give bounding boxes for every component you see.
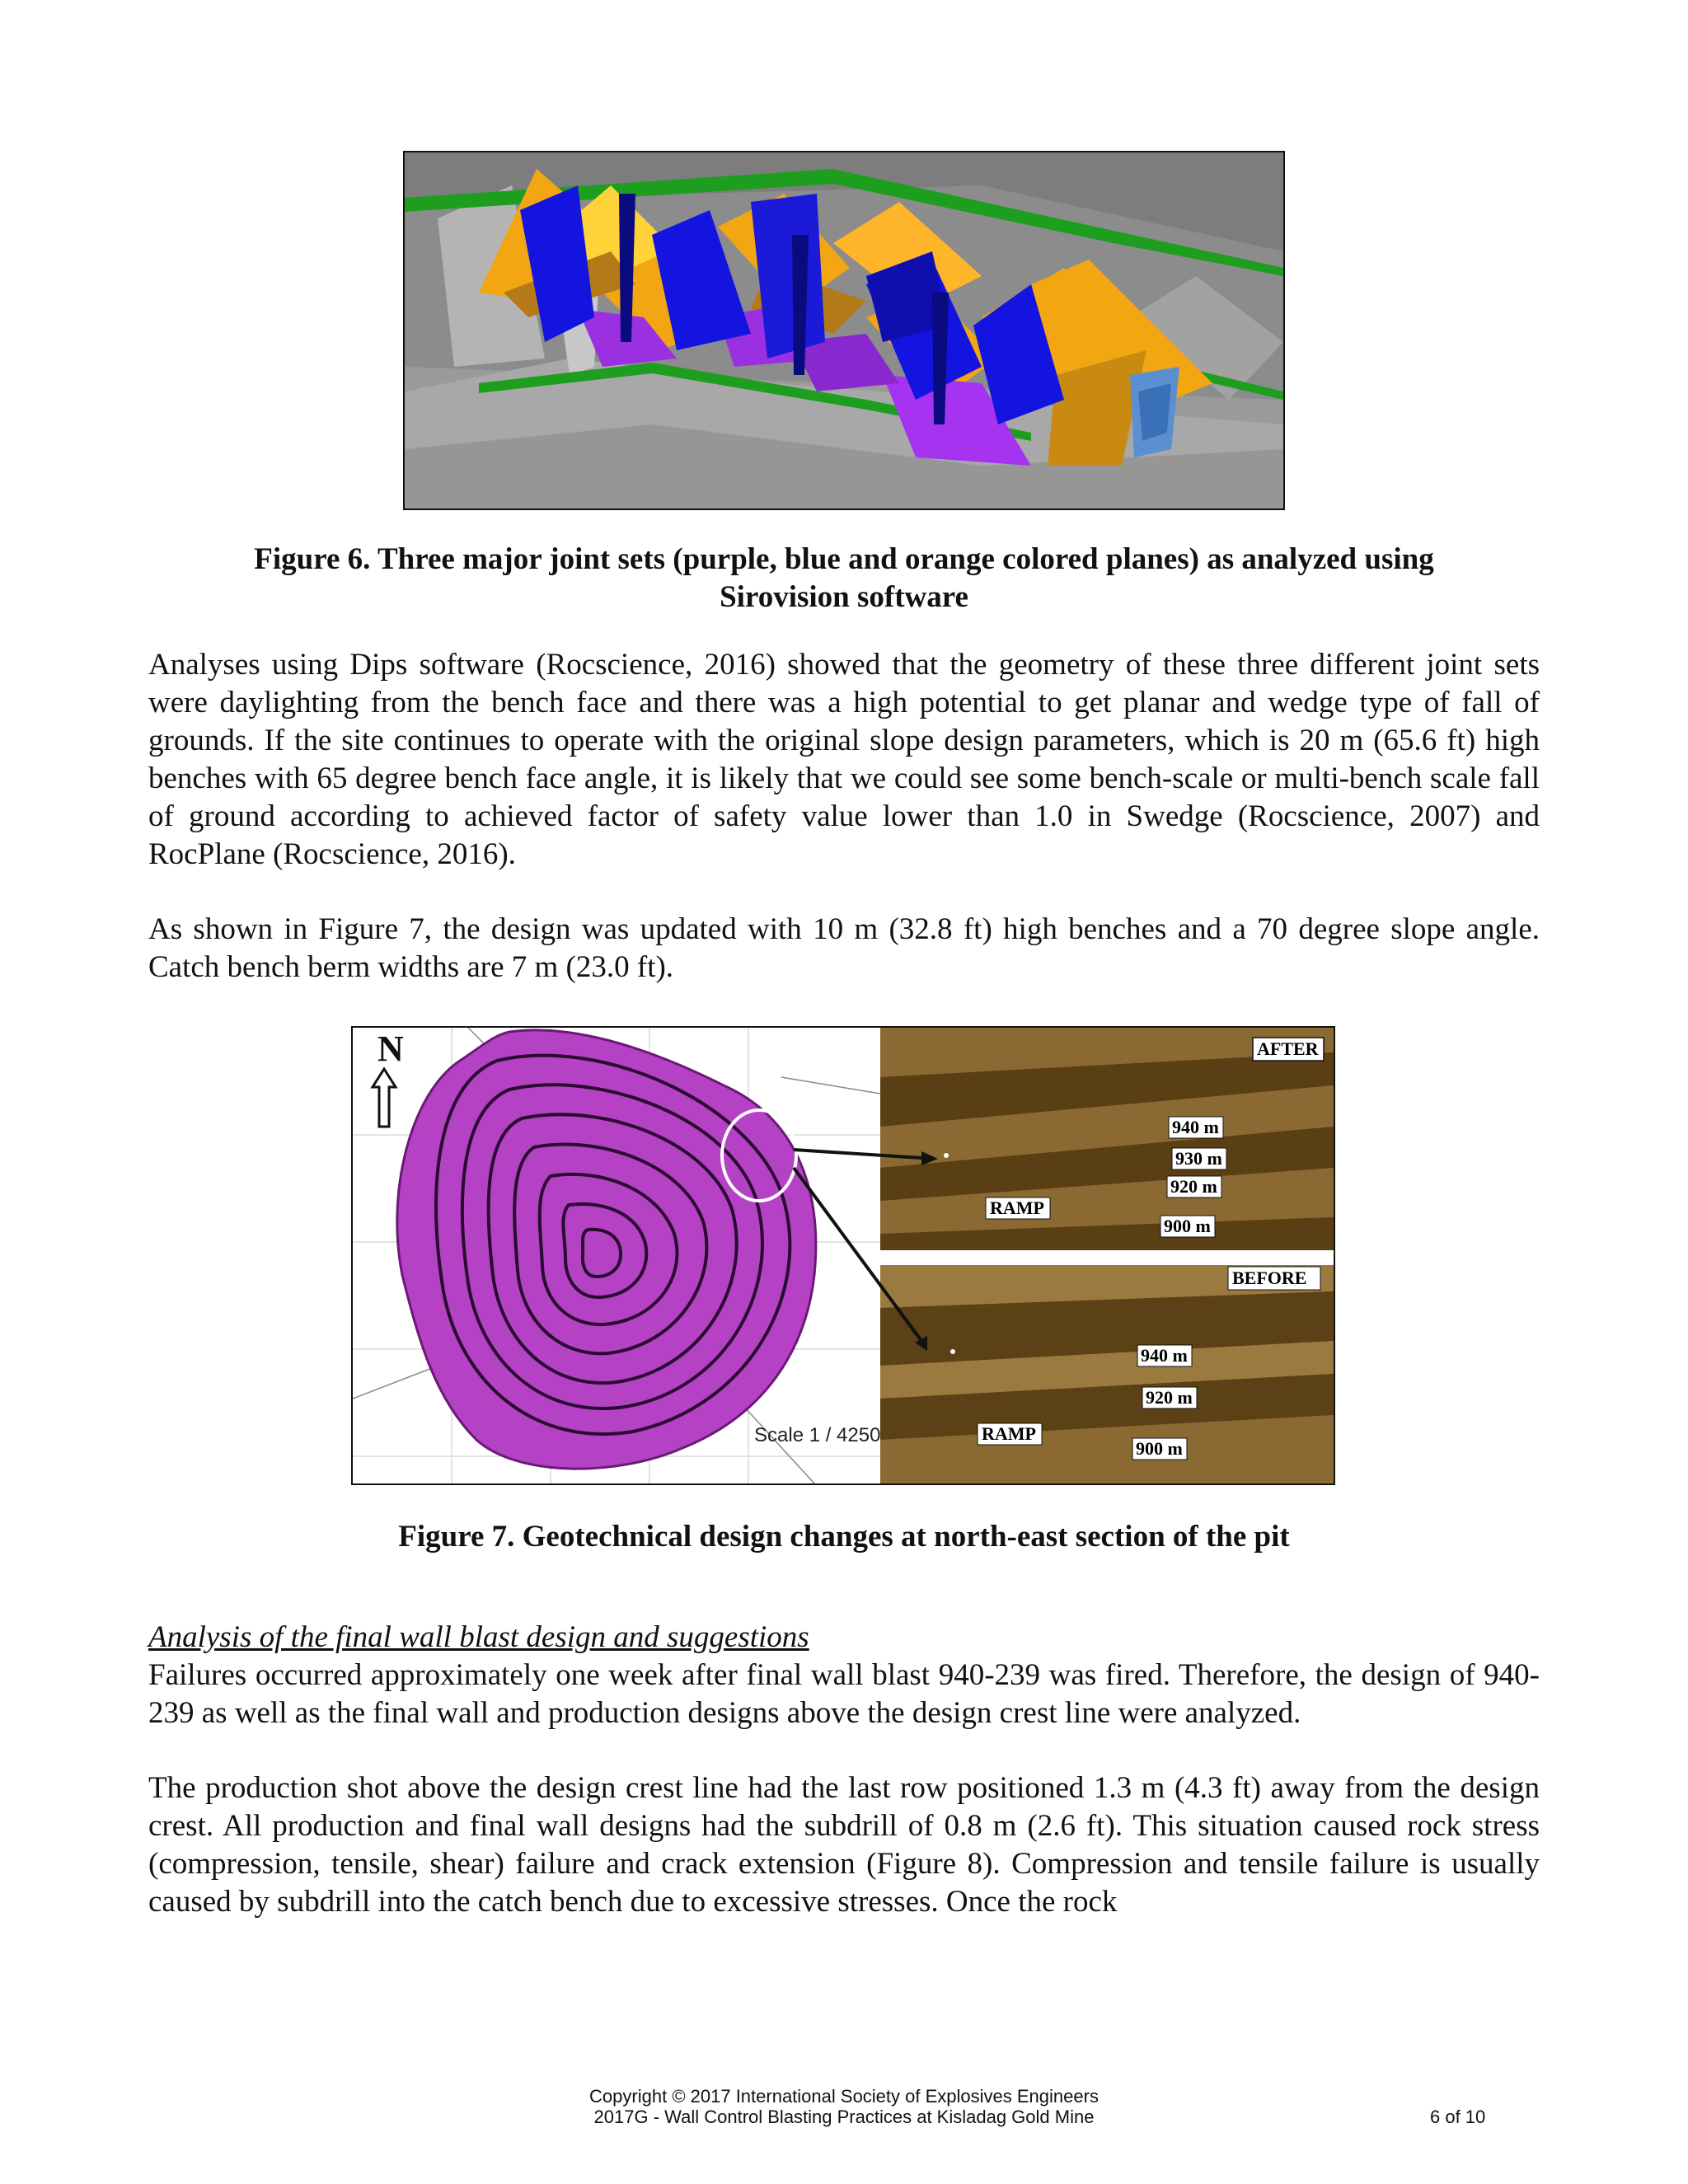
paragraph-4: The production shot above the design crest line had the last row positioned 1.3 m (4.3 ft) away from the design crest. All production and final wall designs had the subdrill of 0.8 m (2.6 ft). This situation caused rock stress (compression, tensile, shear) failure and crack extension (Figure 8). Compression and tensile failure is usually caused by subdrill into the catch bench due to excessive stresses. Once the rock	[148, 1771, 1540, 1919]
before-level-940: 940 m	[1141, 1345, 1188, 1366]
before-label: BEFORE	[1232, 1268, 1307, 1288]
after-label: AFTER	[1257, 1038, 1319, 1059]
footer-copyright: Copyright © 2017 International Society of Explosives Engineers	[589, 2086, 1099, 2107]
after-level-900: 900 m	[1164, 1216, 1211, 1236]
before-level-920: 920 m	[1146, 1387, 1193, 1408]
after-level-920: 920 m	[1170, 1176, 1217, 1197]
figure-7-image	[351, 1026, 1335, 1485]
section-heading: Analysis of the final wall blast design and suggestions	[148, 1620, 809, 1654]
north-label: N	[377, 1029, 404, 1069]
after-level-940: 940 m	[1172, 1117, 1219, 1137]
figure-6-caption-line2: Sirovision software	[720, 580, 968, 614]
scale-label: Scale 1 / 4250	[754, 1424, 881, 1446]
page-number: 6 of 10	[1430, 2107, 1486, 2127]
paragraph-2: As shown in Figure 7, the design was updated with 10 m (32.8 ft) high benches and a 70 degree slope angle. Catch bench berm widths are 7 m (23.0 ft).	[148, 912, 1540, 984]
paragraph-1: Analyses using Dips software (Rocscience, 2016) showed that the geometry of these three different joint sets were daylighting from the bench face and there was a high potential to get planar and wedge type of fall of grounds. If the site continues to operate with the original slope design parameters, which is 20 m (65.6 ft) high benches with 65 degree bench face angle, it is likely that we could see some bench-scale or multi-bench scale fall of ground according to achieved factor of safety value lower than 1.0 in Swedge (Rocscience, 2007) and RocPlane (Rocscience, 2016).	[148, 648, 1540, 871]
figure-6-caption-line1: Figure 6. Three major joint sets (purple, blue and orange colored planes) as analyzed using	[254, 542, 1434, 576]
figure-6-image	[403, 151, 1285, 510]
before-ramp-label: RAMP	[982, 1423, 1036, 1444]
figure-7-caption: Figure 7. Geotechnical design changes at north-east section of the pit	[398, 1520, 1290, 1554]
paragraph-3: Failures occurred approximately one week after final wall blast 940-239 was fired. Therefore, the design of 940-239 as well as the final wall and production designs above the design crest line were analyzed.	[148, 1658, 1540, 1730]
footer-title: 2017G - Wall Control Blasting Practices at Kisladag Gold Mine	[593, 2107, 1095, 2127]
after-ramp-label: RAMP	[990, 1197, 1044, 1218]
after-level-930: 930 m	[1175, 1148, 1222, 1169]
before-level-900: 900 m	[1136, 1438, 1183, 1459]
